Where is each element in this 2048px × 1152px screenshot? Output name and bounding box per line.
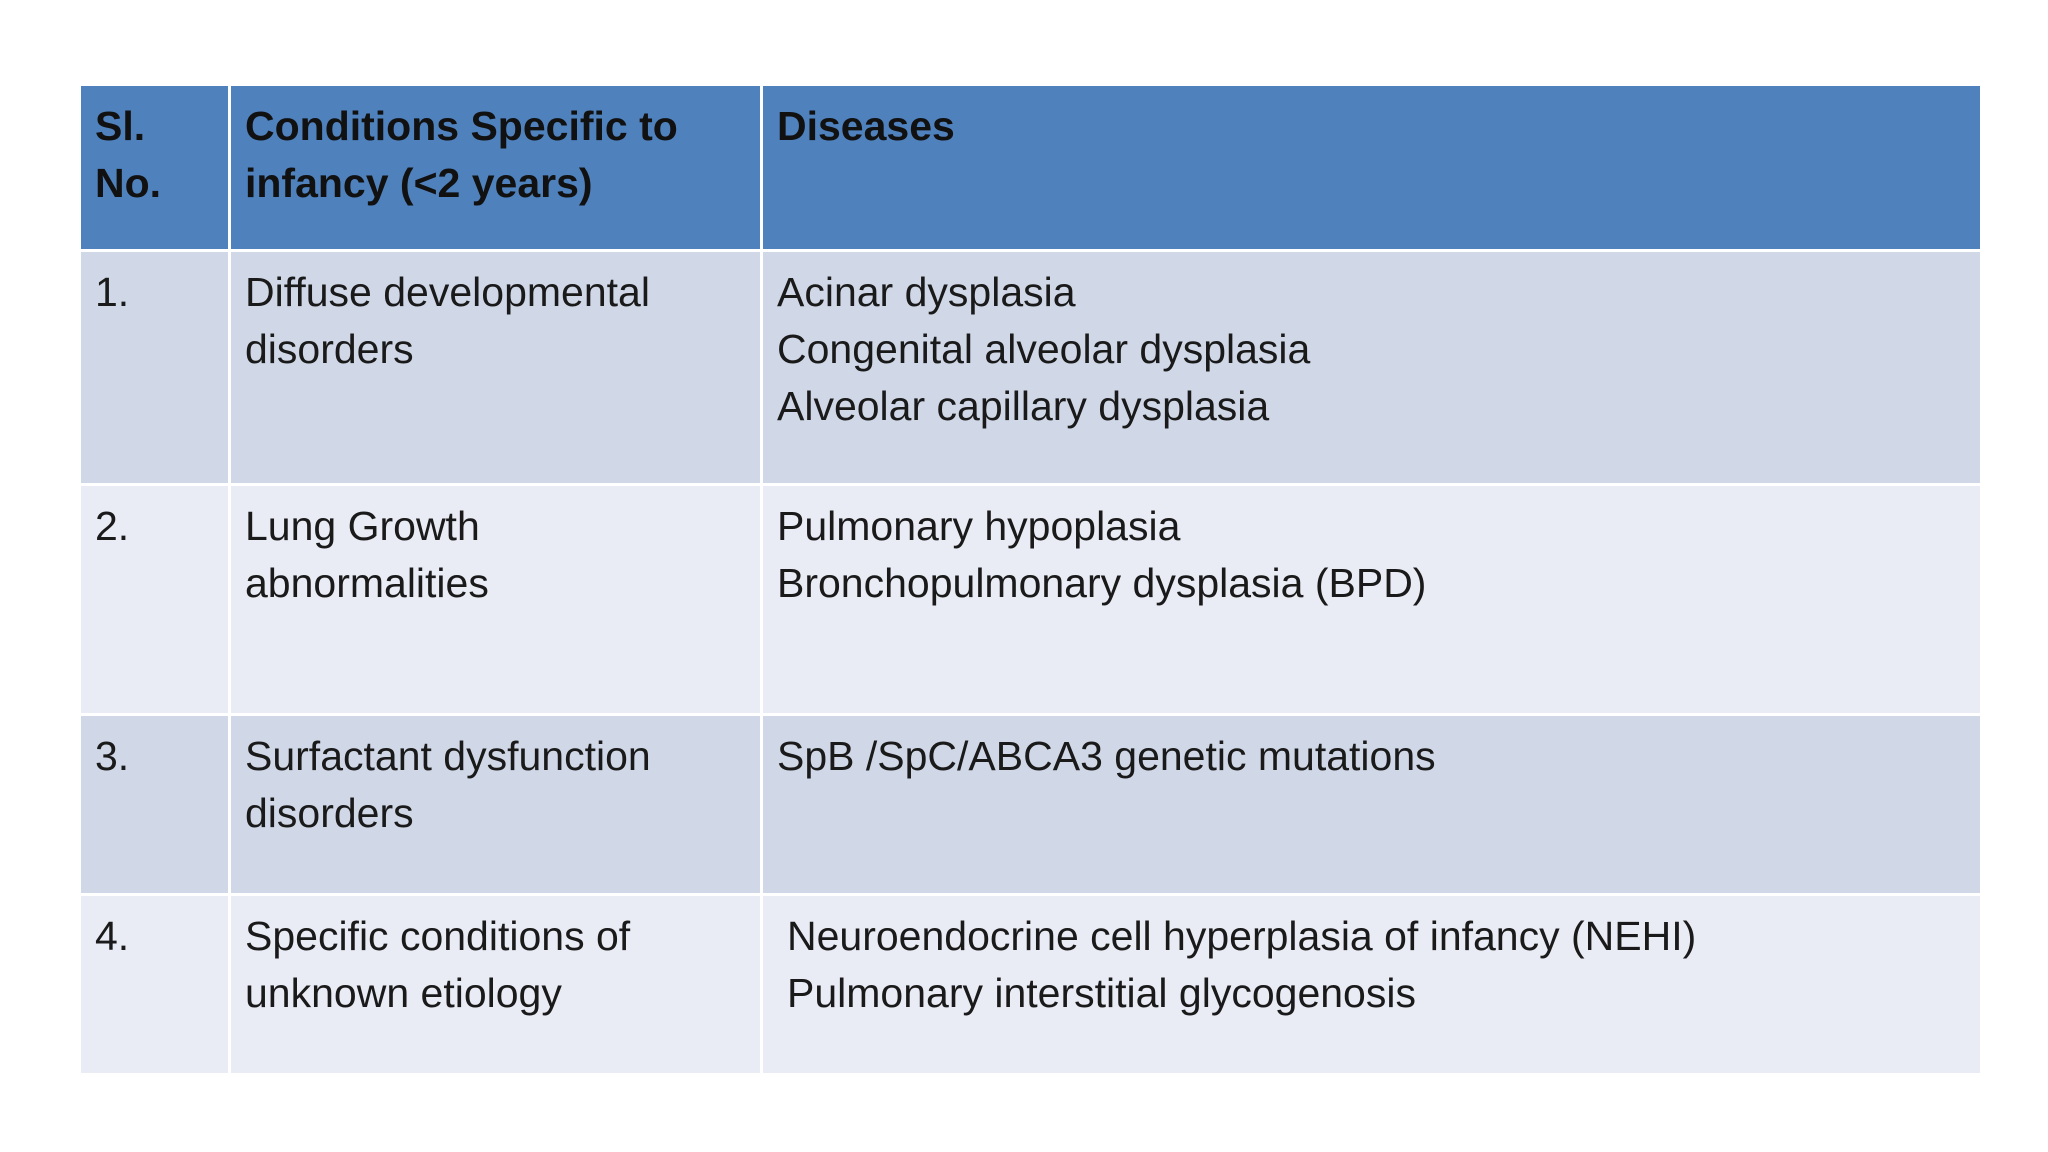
condition-cell <box>230 485 762 715</box>
table-row <box>80 895 1982 1075</box>
disease-item: Acinar dysplasia <box>777 269 1076 315</box>
header-diseases-line-1: Diseases <box>777 103 955 149</box>
condition-line: Surfactant dysfunction <box>245 733 651 779</box>
disease-item: Pulmonary hypoplasia <box>777 503 1181 549</box>
row-number-cell <box>80 715 230 895</box>
diseases-cell <box>762 485 1982 715</box>
condition-line: unknown etiology <box>245 970 562 1016</box>
condition-cell <box>230 715 762 895</box>
header-conditions-line-2: infancy (<2 years) <box>245 160 593 206</box>
disease-item: SpB /SpC/ABCA3 genetic mutations <box>777 733 1436 779</box>
header-diseases <box>762 85 1982 251</box>
header-serial-number <box>80 85 230 251</box>
disease-item: Alveolar capillary dysplasia <box>777 383 1270 429</box>
condition-line: Specific conditions of <box>245 913 631 959</box>
condition-line: Diffuse developmental <box>245 269 650 315</box>
condition-cell <box>230 895 762 1075</box>
conditions-table <box>78 83 1983 1076</box>
condition-cell <box>230 251 762 485</box>
disease-item: Neuroendocrine cell hyperplasia of infancy (NEHI) <box>787 913 1697 959</box>
header-serial-line-1: Sl. <box>95 103 146 149</box>
header-conditions-line-1: Conditions Specific to <box>245 103 678 149</box>
disease-item: Bronchopulmonary dysplasia (BPD) <box>777 560 1427 606</box>
condition-line: abnormalities <box>245 560 489 606</box>
table-row <box>80 251 1982 485</box>
row-number-cell <box>80 485 230 715</box>
table-row <box>80 715 1982 895</box>
condition-line: disorders <box>245 326 414 372</box>
disease-item: Congenital alveolar dysplasia <box>777 326 1311 372</box>
row-number: 4. <box>95 913 130 959</box>
row-number: 2. <box>95 503 130 549</box>
row-number: 1. <box>95 269 130 315</box>
row-number: 3. <box>95 733 130 779</box>
diseases-cell <box>762 715 1982 895</box>
diseases-cell <box>762 251 1982 485</box>
disease-item: Pulmonary interstitial glycogenosis <box>787 970 1416 1016</box>
table-row <box>80 485 1982 715</box>
condition-line: Lung Growth <box>245 503 480 549</box>
row-number-cell <box>80 251 230 485</box>
header-conditions <box>230 85 762 251</box>
condition-line: disorders <box>245 790 414 836</box>
header-serial-line-2: No. <box>95 160 162 206</box>
table-header-row <box>80 85 1982 251</box>
row-number-cell <box>80 895 230 1075</box>
diseases-cell <box>762 895 1982 1075</box>
